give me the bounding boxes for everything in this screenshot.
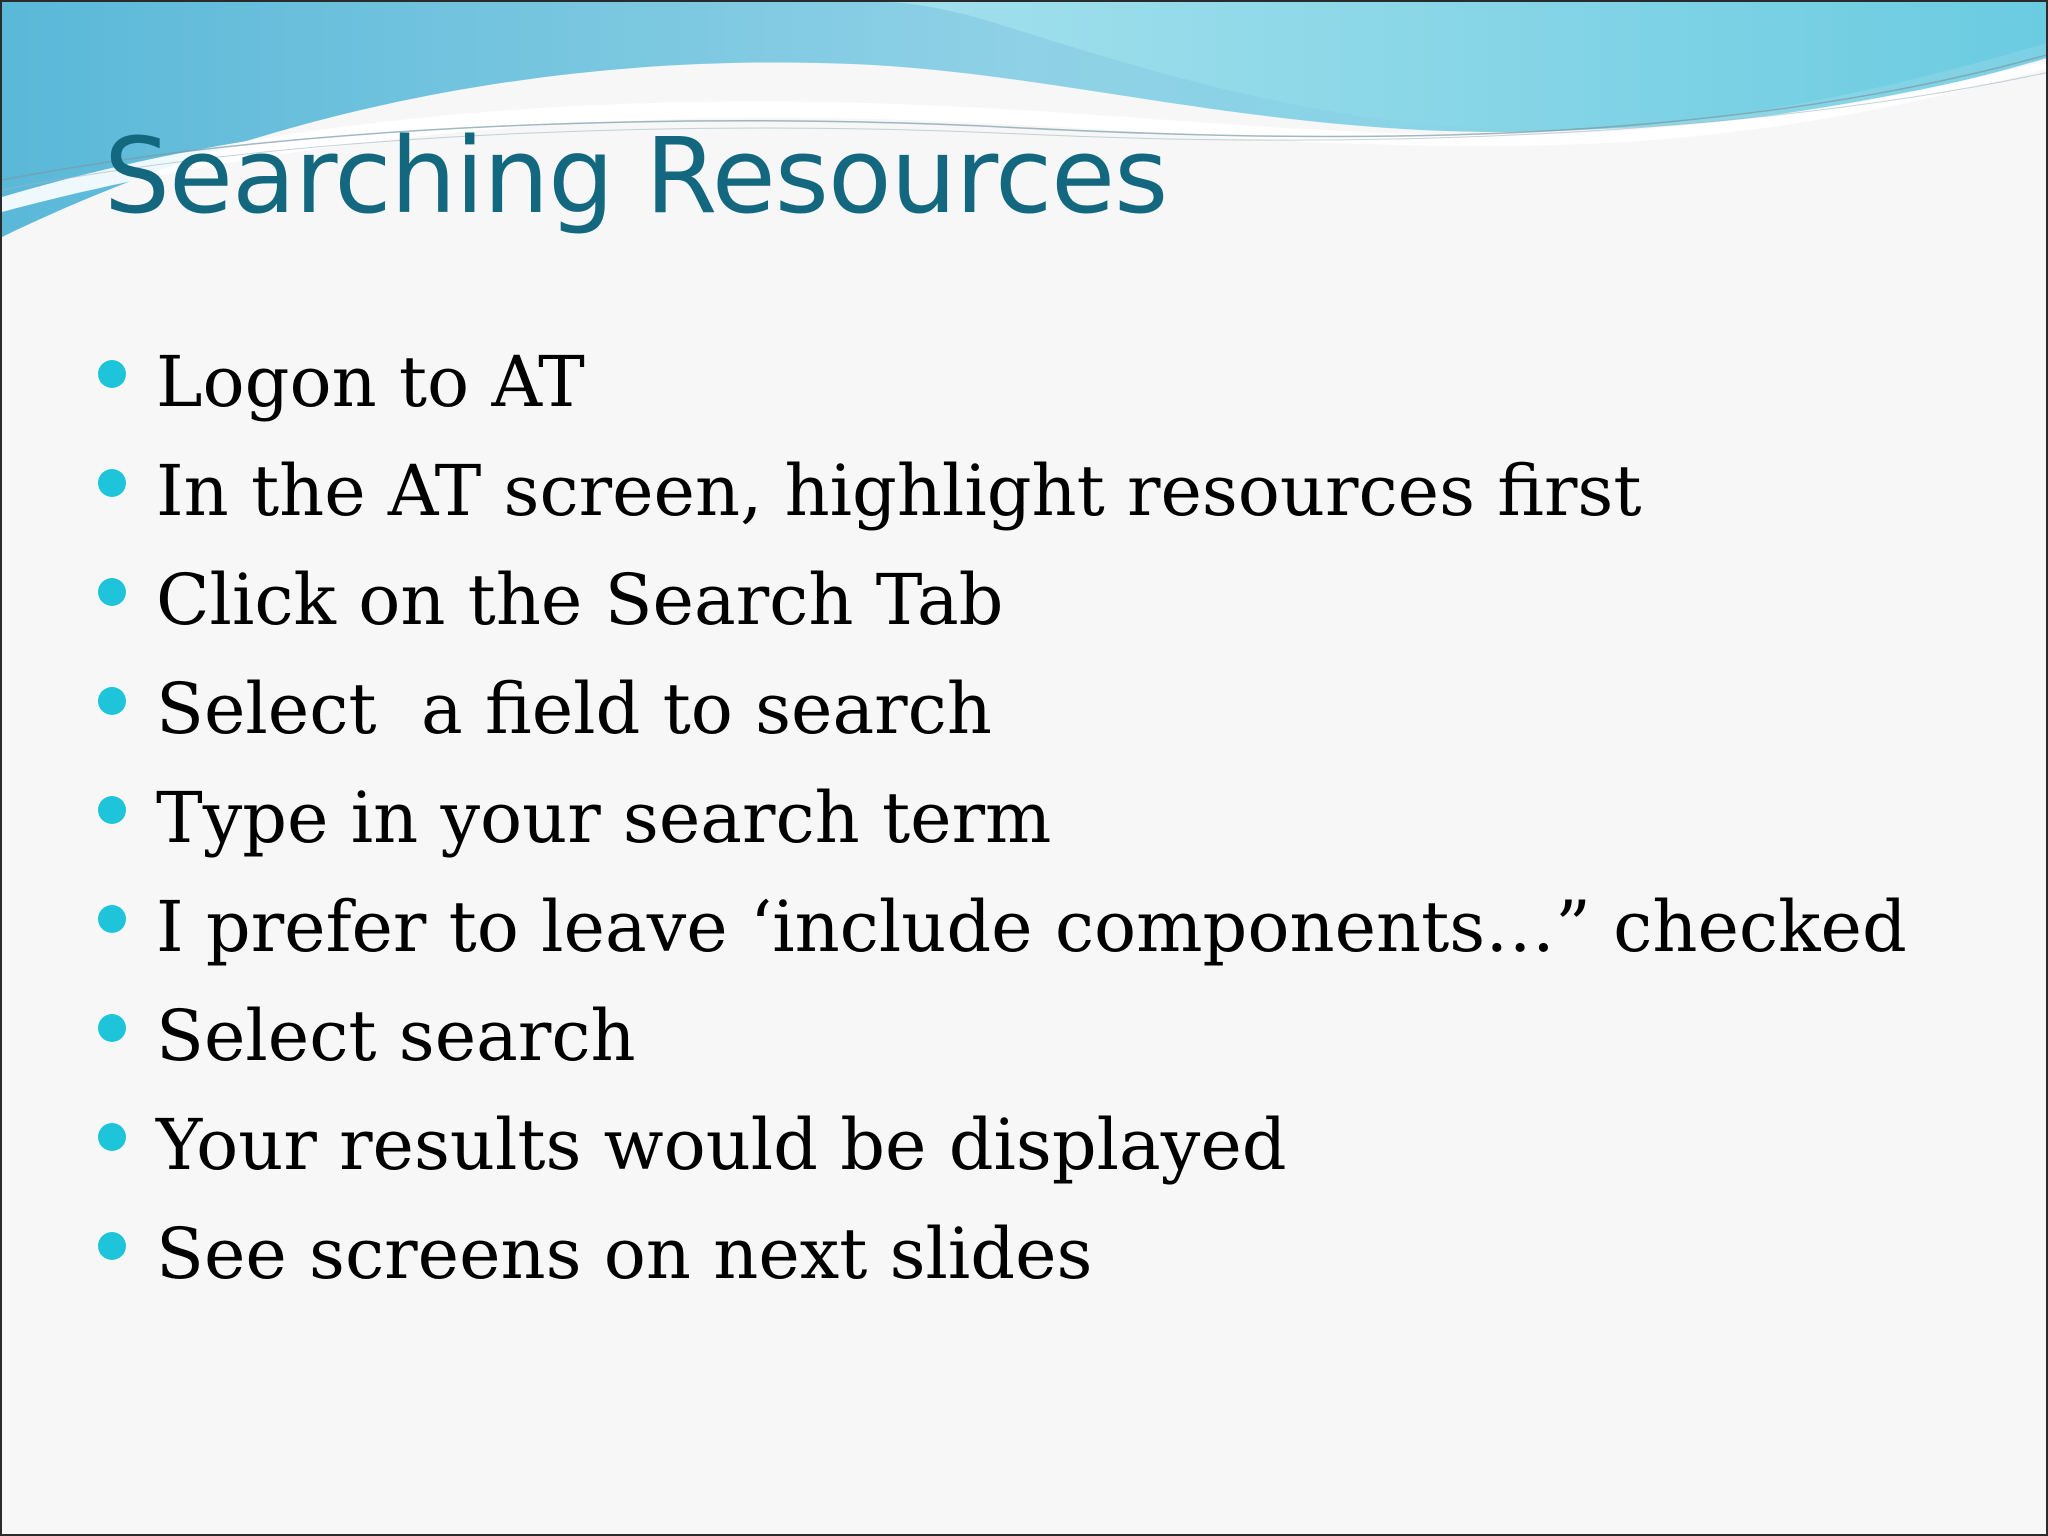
bullet-item [98, 872, 1907, 981]
bullet-text: See screens on next slides [156, 1212, 1093, 1295]
bullet-dot-icon [98, 1014, 126, 1042]
bullet-dot-icon [98, 687, 126, 715]
bullet-text: Select a field to search [156, 667, 992, 750]
bullet-text: Select search [156, 994, 636, 1077]
bullet-item [98, 436, 1907, 545]
bullet-item [98, 654, 1907, 763]
bullet-item [98, 1199, 1907, 1308]
bullet-dot-icon [98, 1232, 126, 1260]
slide-title: Searching Resources [104, 115, 1168, 237]
bullet-list [98, 327, 1907, 1308]
bullet-dot-icon [98, 578, 126, 606]
bullet-text: I prefer to leave ‘include components…” checked [156, 885, 1907, 968]
bullet-dot-icon [98, 905, 126, 933]
bullet-item [98, 763, 1907, 872]
bullet-text: Logon to AT [156, 340, 585, 423]
bullet-item [98, 545, 1907, 654]
bullet-item [98, 981, 1907, 1090]
bullet-dot-icon [98, 796, 126, 824]
bullet-dot-icon [98, 360, 126, 388]
bullet-dot-icon [98, 469, 126, 497]
bullet-text: Type in your search term [156, 776, 1052, 859]
bullet-text: Your results would be displayed [156, 1103, 1287, 1186]
bullet-text: In the AT screen, highlight resources first [156, 449, 1642, 532]
bullet-item [98, 1090, 1907, 1199]
bullet-text: Click on the Search Tab [156, 558, 1004, 641]
bullet-dot-icon [98, 1123, 126, 1151]
bullet-item [98, 327, 1907, 436]
